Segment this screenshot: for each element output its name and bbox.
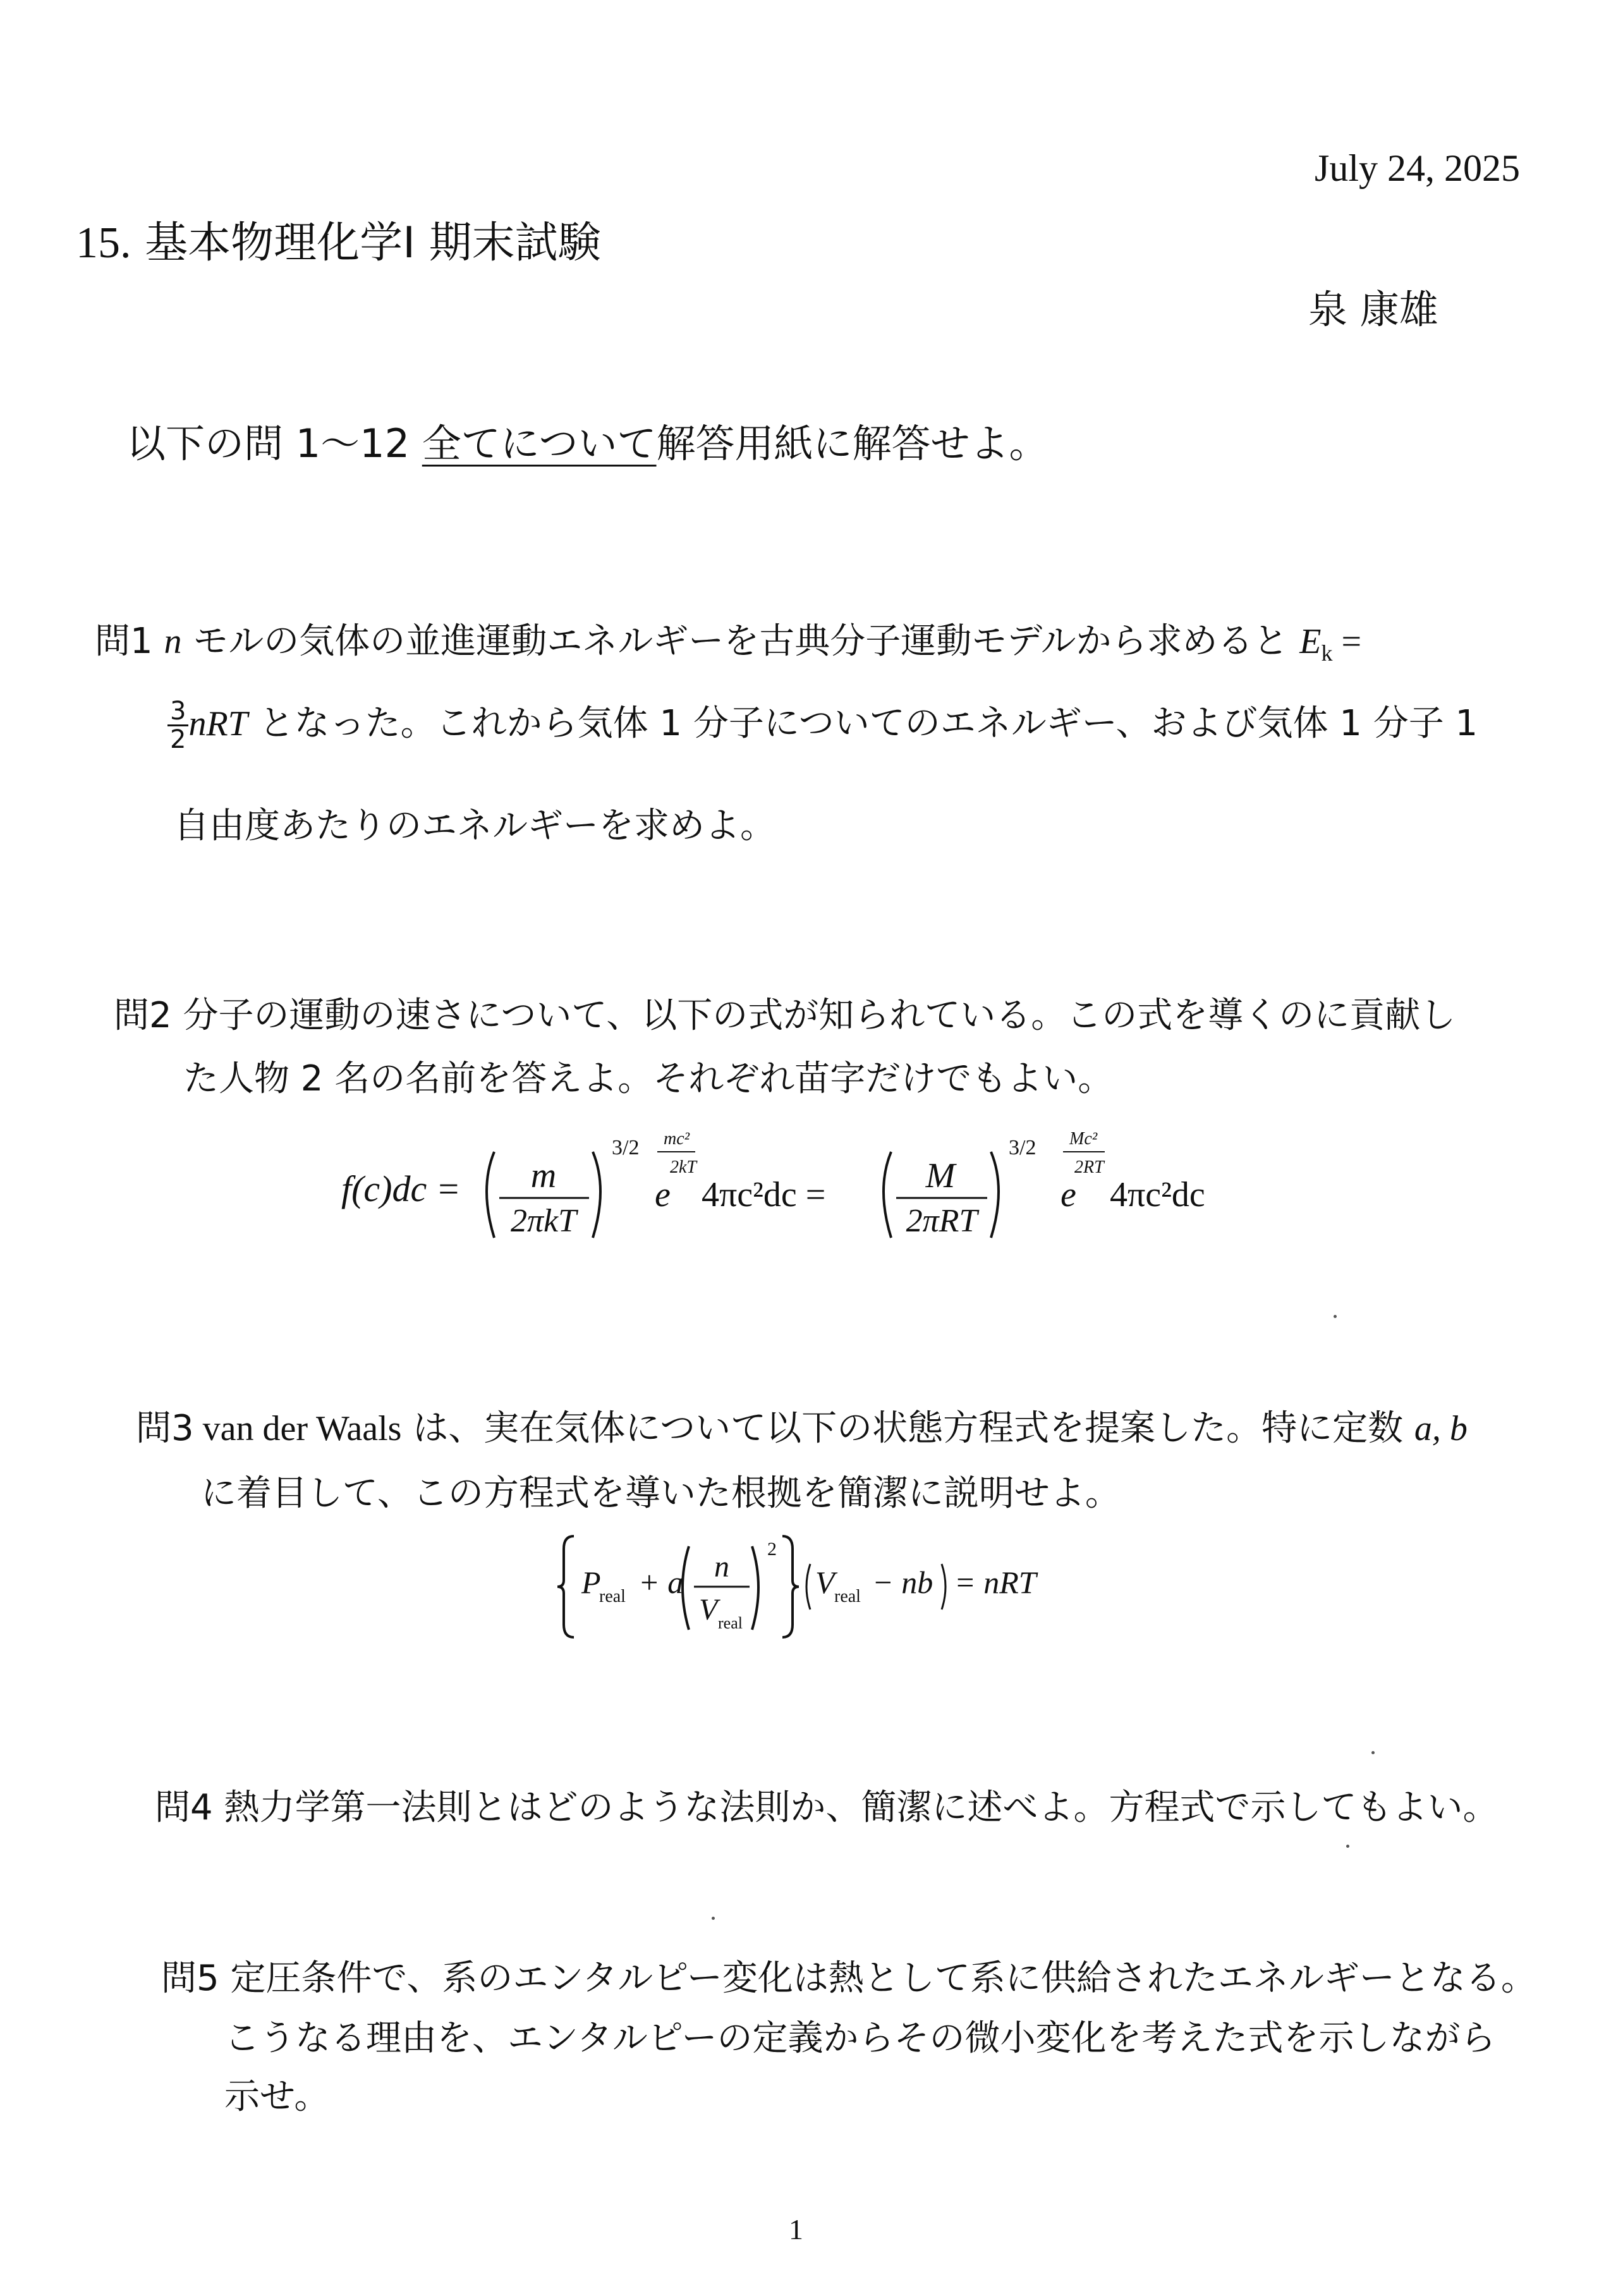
q1-text2: となった。これから気体 1 分子についてのエネルギー、および気体 1 分子 1 bbox=[247, 703, 1478, 744]
q5-text1: 定圧条件で、系のエンタルピー変化は熱として系に供給されたエネルギーとなる。 bbox=[219, 1958, 1536, 1999]
q4-label: 問4 bbox=[155, 1787, 213, 1828]
q2-paren-right-2 bbox=[991, 1152, 999, 1238]
q1-label: 問1 bbox=[95, 621, 153, 662]
q2-paren-right-1 bbox=[593, 1152, 600, 1238]
q3-line1 bbox=[136, 1400, 1468, 1451]
exam-title bbox=[76, 209, 601, 270]
instruction-underlined: 全てについて bbox=[422, 420, 657, 467]
instruction-before: 以下の問 1～12 bbox=[126, 420, 422, 467]
q3-rhs: = nRT bbox=[954, 1565, 1036, 1600]
q5-line1 bbox=[161, 1950, 1536, 2001]
q3-V: V bbox=[699, 1593, 718, 1627]
q2-pow2: 3/2 bbox=[1009, 1136, 1036, 1159]
q3-paren2-left bbox=[806, 1564, 810, 1609]
q2-e1: e bbox=[655, 1175, 671, 1214]
scan-speck bbox=[712, 1917, 715, 1920]
q1-Ek: E bbox=[1299, 622, 1322, 661]
q2-maxwell-formula bbox=[329, 1125, 1315, 1254]
q2-lhs: f(c)dc = bbox=[341, 1168, 461, 1209]
q2-exp2-den: 2RT bbox=[1074, 1157, 1104, 1177]
q3-brace-left bbox=[557, 1536, 574, 1637]
q2-text1: 分子の運動の速さについて、以下の式が知られている。この式を導くのに貢献し bbox=[171, 995, 1456, 1036]
q3-paren-right bbox=[752, 1546, 758, 1630]
q1-nRT: nRT bbox=[188, 704, 248, 743]
q3-ab: a, b bbox=[1414, 1409, 1468, 1448]
q3-vdw: van der Waals bbox=[193, 1409, 402, 1448]
q2-e2: e bbox=[1061, 1175, 1076, 1214]
q3-paren2-right bbox=[942, 1564, 945, 1609]
q5-line2: こうなる理由を、エンタルピーの定義からその微小変化を考えた式を示しながら bbox=[224, 2018, 1496, 2059]
q3-plus-a: + a bbox=[638, 1565, 684, 1600]
q1-fraction bbox=[167, 698, 188, 753]
q1-frac-num: 3 bbox=[167, 698, 188, 726]
q2-exp1-den: 2kT bbox=[670, 1157, 696, 1177]
q3-vdw-formula bbox=[556, 1524, 1100, 1652]
q3-formula-svg bbox=[556, 1524, 1100, 1650]
page-number: 1 bbox=[789, 2213, 803, 2245]
q3-paren-left bbox=[683, 1546, 689, 1630]
title-number: 15. bbox=[76, 219, 131, 267]
scan-speck bbox=[1371, 1751, 1375, 1754]
scan-speck bbox=[1334, 1315, 1337, 1318]
q1-frac-den: 2 bbox=[170, 725, 186, 755]
q1-line1 bbox=[95, 613, 1361, 666]
q2-m: m bbox=[530, 1156, 557, 1195]
q1-Ek-sub: k bbox=[1321, 640, 1333, 666]
q2-den1: 2πkT bbox=[510, 1203, 577, 1239]
q2-den2: 2πRT bbox=[906, 1203, 978, 1239]
q3-V2: V bbox=[815, 1565, 835, 1600]
q2-line2: た人物 2 名の名前を答えよ。それぞれ苗字だけでもよい。 bbox=[183, 1058, 1114, 1099]
q1-eq: = bbox=[1332, 622, 1362, 661]
scan-speck bbox=[1346, 1845, 1349, 1848]
q3-P-sub: real bbox=[599, 1587, 626, 1606]
q3-label: 問3 bbox=[136, 1408, 194, 1449]
q3-sq: 2 bbox=[767, 1539, 777, 1560]
q3-line2: に着目して、この方程式を導いた根拠を簡潔に説明せよ。 bbox=[201, 1473, 1121, 1514]
q4-text1: 熱力学第一法則とはどのような法則か、簡潔に述べよ。方程式で示してもよい。 bbox=[212, 1787, 1498, 1828]
q2-line1 bbox=[114, 987, 1456, 1038]
author-name: 泉 康雄 bbox=[1308, 286, 1438, 333]
q3-V2-sub: real bbox=[834, 1587, 861, 1606]
q2-paren-left-2 bbox=[884, 1152, 891, 1238]
q3-n: n bbox=[714, 1550, 729, 1584]
q1-line3: 自由度あたりのエネルギーを求めよ。 bbox=[174, 805, 775, 846]
q2-exp1-num: mc² bbox=[664, 1129, 690, 1149]
instruction bbox=[126, 412, 1049, 468]
q2-M: M bbox=[925, 1156, 956, 1195]
q2-mid: 4πc²dc = bbox=[702, 1175, 826, 1214]
q2-exp2-num: Mc² bbox=[1069, 1129, 1098, 1149]
q2-label: 問2 bbox=[114, 995, 172, 1036]
q2-paren-left-1 bbox=[487, 1152, 494, 1238]
q1-text1: モルの気体の並進運動エネルギーを古典分子運動モデルから求めると bbox=[181, 621, 1300, 662]
q4-line1 bbox=[155, 1780, 1498, 1830]
q2-formula-svg bbox=[329, 1125, 1315, 1252]
q2-tail: 4πc²dc bbox=[1110, 1175, 1205, 1214]
q3-text1: は、実在気体について以下の状態方程式を提案した。特に定数 bbox=[401, 1408, 1414, 1449]
q5-label: 問5 bbox=[161, 1958, 219, 1999]
q3-minus-nb: − nb bbox=[872, 1565, 933, 1600]
q1-line2 bbox=[167, 695, 1478, 753]
q3-brace-right bbox=[782, 1536, 799, 1637]
exam-date: July 24, 2025 bbox=[1315, 147, 1521, 189]
q3-V-sub: real bbox=[718, 1614, 743, 1632]
q5-line3: 示せ。 bbox=[224, 2076, 330, 2117]
instruction-after: 解答用紙に解答せよ。 bbox=[656, 420, 1049, 467]
q2-pow1: 3/2 bbox=[612, 1136, 640, 1159]
q1-var-n: n bbox=[164, 622, 182, 661]
title-text: 基本物理化学Ⅰ 期末試験 bbox=[145, 218, 601, 268]
q3-P: P bbox=[581, 1565, 601, 1600]
